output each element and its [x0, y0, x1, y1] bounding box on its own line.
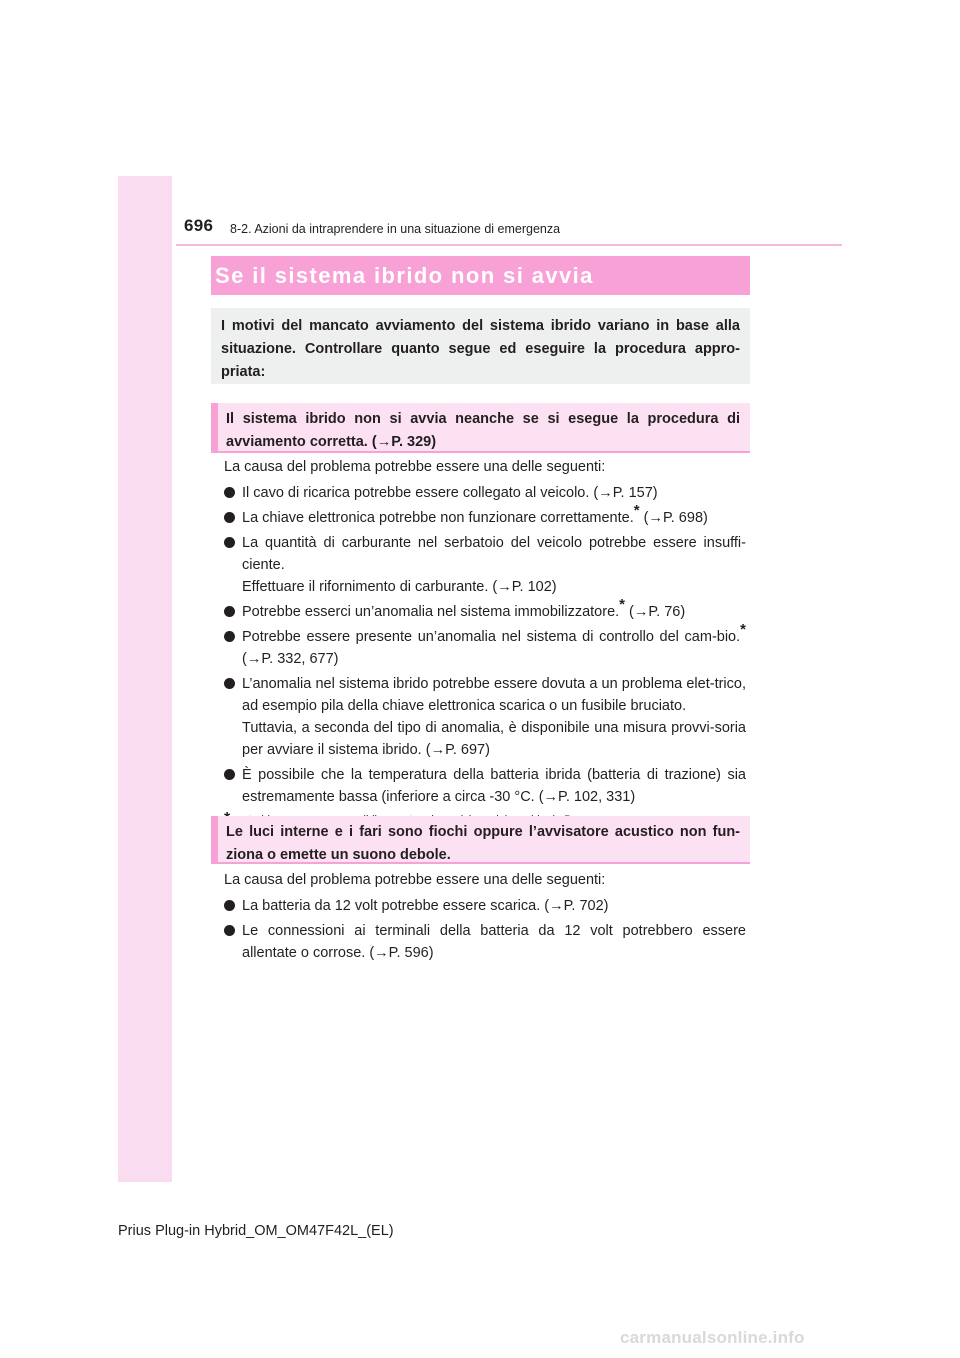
cause-list [224, 895, 746, 964]
bullet-icon [224, 678, 235, 689]
list-item [224, 764, 746, 808]
list-item [224, 482, 746, 504]
running-header: 8-2. Azioni da intraprendere in una situazione di emergenza [230, 222, 561, 236]
page-number: 696 [184, 216, 214, 235]
asterisk-marker: * [633, 502, 640, 520]
list-item-text: La quantità di carburante nel serbatoio del veicolo potrebbe essere insuffi-ciente. [242, 535, 746, 573]
bullet-icon [224, 487, 235, 498]
list-item [224, 532, 746, 598]
bullet-icon [224, 606, 235, 617]
bullet-icon [224, 631, 235, 642]
page-reference: (→P. 698) [639, 510, 708, 526]
asterisk-marker: * [740, 621, 746, 639]
list-item [224, 502, 746, 529]
list-item [224, 895, 746, 917]
title-banner [211, 256, 750, 295]
section-body-lights [224, 869, 746, 967]
list-item-text: La batteria da 12 volt potrebbe essere scarica. (→P. 702) [242, 898, 609, 914]
page-reference: (→P. 332, 677) [242, 651, 339, 667]
bullet-icon [224, 900, 235, 911]
section-lead: La causa del problema potrebbe essere una delle seguenti: [224, 459, 606, 475]
list-item-note: Tuttavia, a seconda del tipo di anomalia, è disponibile una misura provvi-soria per avviare il sistema ibrido. (→P. 697) [242, 720, 746, 758]
page-reference: (→P. 76) [625, 604, 686, 620]
footer-manual-id: Prius Plug-in Hybrid_OM_OM47F42L_(EL) [118, 1223, 394, 1239]
bullet-icon [224, 537, 235, 548]
section-heading-lights: Le luci interne e i fari sono fiochi oppure l’avvisatore acustico non fun-ziona o emette un suono debole. [211, 816, 750, 864]
section-body-startup [224, 456, 746, 828]
section-heading-startup: Il sistema ibrido non si avvia neanche se si esegue la procedura di avviamento corretta. (→P. 329) [211, 403, 750, 453]
list-item-text: Le connessioni ai terminali della batteria da 12 volt potrebbero essere allentate o corrose. (→P. 596) [242, 923, 746, 961]
list-item-note: Effettuare il rifornimento di carburante. (→P. 102) [242, 579, 557, 595]
intro-box: I motivi del mancato avviamento del sistema ibrido variano in base alla situazione. Controllare quanto segue ed eseguire la procedura appro-priata: [211, 308, 750, 384]
section-lead: La causa del problema potrebbe essere una delle seguenti: [224, 872, 606, 888]
header-rule [176, 244, 842, 246]
list-item-text: Il cavo di ricarica potrebbe essere collegato al veicolo. (→P. 157) [242, 485, 658, 501]
list-item [224, 621, 746, 670]
list-item-text: È possibile che la temperatura della batteria ibrida (batteria di trazione) sia estremamente bassa (inferiore a circa -30 °C. (→P. 102, 331) [242, 767, 746, 805]
list-item [224, 596, 746, 623]
list-item-text: Potrebbe essere presente un’anomalia nel sistema di controllo del cam-bio. [242, 629, 741, 645]
list-item [224, 920, 746, 964]
list-item-text: L’anomalia nel sistema ibrido potrebbe essere dovuta a un problema elet-trico, ad esempio pila della chiave elettronica scarica o un fusibile bruciato. [242, 676, 746, 714]
bullet-icon [224, 769, 235, 780]
watermark: carmanualsonline.info [620, 1328, 805, 1347]
cause-list [224, 482, 746, 808]
page-title: Se il sistema ibrido non si avvia [215, 263, 594, 288]
list-item-text: La chiave elettronica potrebbe non funzionare correttamente. [242, 510, 634, 526]
side-color-band [118, 176, 172, 1182]
bullet-icon [224, 925, 235, 936]
list-item-text: Potrebbe esserci un’anomalia nel sistema immobilizzatore. [242, 604, 620, 620]
asterisk-marker: * [619, 596, 626, 614]
bullet-icon [224, 512, 235, 523]
list-item [224, 673, 746, 761]
